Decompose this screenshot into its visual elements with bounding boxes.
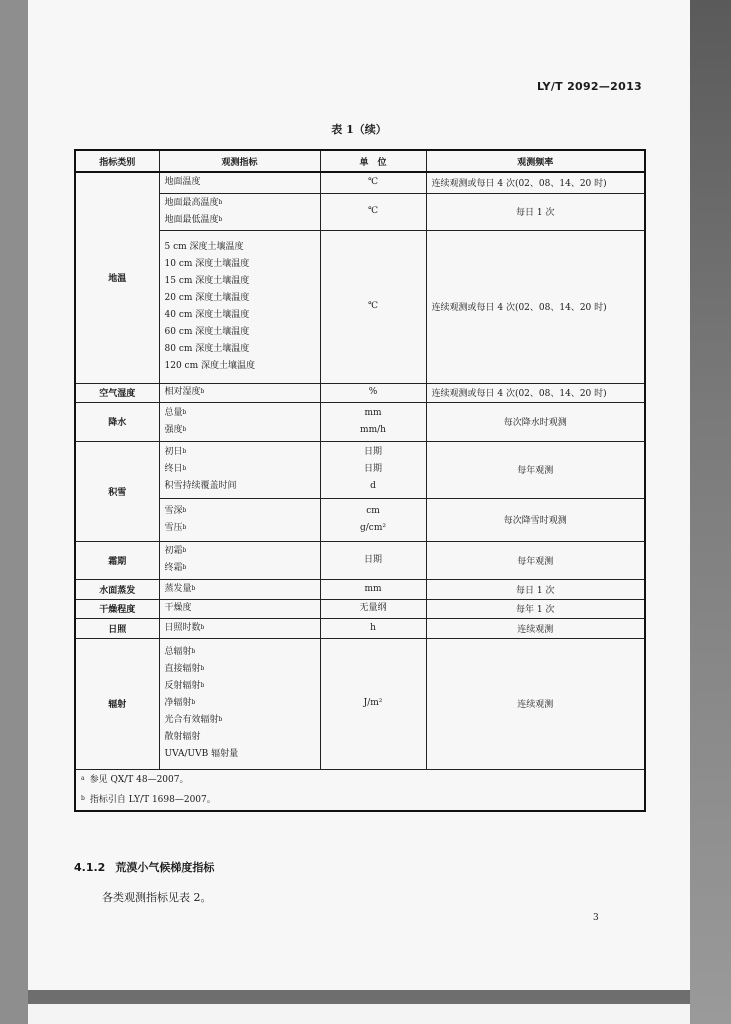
cell-frequency: 每年观测: [426, 541, 645, 579]
indicator-item: [165, 256, 315, 273]
unit-text: mm/h: [360, 424, 386, 435]
unit-text: 日期: [363, 464, 382, 474]
unit-text: mm: [364, 583, 382, 594]
indicator-text: 雪压: [164, 522, 183, 533]
document-page: [28, 0, 690, 990]
next-page-edge: [28, 1004, 690, 1024]
cell-indicators: [159, 599, 320, 618]
table-row: [75, 172, 645, 193]
indicator-text: 强度: [164, 424, 183, 435]
unit-text: 日期: [363, 447, 382, 457]
table-row: [75, 383, 645, 402]
unit-text: J/m²: [363, 698, 383, 708]
viewer-left-margin: [0, 0, 28, 1024]
indicator-text: 初日: [164, 447, 183, 457]
indicator-text: 积雪持续覆盖时间: [164, 481, 237, 491]
indicator-text: 20 cm 深度土壤温度: [164, 292, 250, 303]
cell-indicators: [159, 579, 320, 599]
cell-frequency: 连续观测: [426, 618, 645, 638]
cell-unit: [320, 193, 426, 230]
indicator-item: [165, 324, 315, 341]
footnote-mark: b: [218, 215, 223, 223]
table-row: [75, 599, 645, 618]
cell-frequency: 连续观测或每日 4 次(02、08、14、20 时): [426, 230, 645, 383]
indicator-text: 60 cm 深度土壤温度: [164, 326, 250, 337]
indicator-item: [165, 478, 315, 495]
footnote-text: 指标引自 LY/T 1698—2007。: [89, 794, 216, 805]
footnote-mark: b: [182, 564, 187, 571]
section-title: 荒漠小气候梯度指标: [115, 861, 215, 874]
cell-category: 降水: [75, 402, 159, 441]
indicator-text: 10 cm 深度土壤温度: [164, 258, 250, 269]
cell-indicators: [159, 638, 320, 769]
unit-text: mm: [364, 407, 382, 418]
indicator-item: [165, 620, 315, 637]
indicator-text: 地面最高温度: [164, 197, 219, 208]
cell-unit: [320, 172, 426, 193]
indicator-item: [165, 644, 315, 661]
cell-indicators: [159, 618, 320, 638]
footnote-mark: b: [182, 547, 187, 554]
table-footnotes: [75, 769, 645, 811]
cell-frequency: 每日 1 次: [426, 193, 645, 230]
cell-frequency: 每日 1 次: [426, 579, 645, 599]
indicator-text: 总辐射: [164, 647, 192, 657]
indicator-text: 地面最低温度: [164, 214, 219, 225]
footnote: [81, 790, 639, 810]
footnote-mark: b: [218, 716, 223, 723]
cell-frequency: 连续观测: [426, 638, 645, 769]
indicator-item: [165, 307, 315, 324]
footnote-mark: b: [200, 388, 205, 395]
unit-text: cm: [366, 505, 380, 516]
cell-unit: [320, 230, 426, 383]
indicator-item: [165, 560, 315, 577]
footnote-mark: b: [200, 665, 205, 672]
col-header-category: 指标类别: [75, 150, 159, 172]
indicator-text: 散射辐射: [164, 732, 201, 742]
indicator-text: 反射辐射: [164, 681, 201, 691]
indicator-item: [165, 661, 315, 678]
indicator-text: 初霜: [164, 546, 183, 556]
indicator-text: 净辐射: [164, 698, 192, 708]
indicator-item: [165, 384, 315, 401]
indicator-text: 终日: [164, 464, 183, 474]
indicator-text: 终霜: [164, 563, 183, 573]
table-row: [75, 441, 645, 498]
indicator-item: [165, 503, 315, 520]
indicator-text: 80 cm 深度土壤温度: [164, 343, 250, 354]
table-row: [75, 618, 645, 638]
indicator-item: [165, 600, 315, 617]
indicator-text: 雪深: [164, 505, 183, 516]
indicator-text: 光合有效辐射: [164, 715, 219, 725]
cell-unit: [320, 402, 426, 441]
indicator-item: [165, 729, 315, 746]
cell-unit: [320, 618, 426, 638]
col-header-frequency: 观测频率: [426, 150, 645, 172]
cell-indicators: [159, 230, 320, 383]
indicator-text: 蒸发量: [164, 583, 192, 594]
footnote-mark: b: [191, 584, 196, 592]
document-code: LY/T 2092—2013: [536, 80, 642, 93]
indicator-item: [165, 273, 315, 290]
unit-text: d: [370, 481, 376, 491]
footnote-mark: b: [182, 448, 187, 455]
indicator-item: [165, 358, 315, 375]
cell-indicators: [159, 383, 320, 402]
viewer-right-margin: [690, 0, 731, 1024]
cell-frequency: 连续观测或每日 4 次(02、08、14、20 时): [426, 172, 645, 193]
cell-indicators: [159, 441, 320, 498]
page-number: 3: [593, 913, 599, 923]
cell-category: 积雪: [75, 441, 159, 541]
indicator-text: 日照时数: [164, 622, 201, 633]
indicator-text: 干燥度: [164, 603, 192, 613]
body-paragraph: 各类观测指标见表 2。: [102, 891, 212, 904]
cell-unit: [320, 638, 426, 769]
indicator-text: 40 cm 深度土壤温度: [164, 309, 250, 320]
indicator-text: 直接辐射: [164, 664, 201, 674]
unit-text: g/cm²: [360, 522, 386, 533]
cell-frequency: 每次降雪时观测: [426, 498, 645, 541]
indicator-item: [165, 212, 315, 229]
unit-text: ℃: [367, 206, 379, 216]
cell-frequency: 每年 1 次: [426, 599, 645, 618]
indicator-item: [165, 520, 315, 537]
cell-unit: [320, 579, 426, 599]
footnote-mark: b: [200, 682, 205, 689]
cell-category: 水面蒸发: [75, 579, 159, 599]
table-row: [75, 402, 645, 441]
unit-text: %: [368, 387, 378, 397]
cell-category: 霜期: [75, 541, 159, 579]
indicator-item: [165, 712, 315, 729]
table-row: [75, 230, 645, 383]
indicator-text: 相对湿度: [164, 387, 201, 397]
indicator-text: 总量: [164, 407, 183, 418]
cell-indicators: [159, 402, 320, 441]
cell-unit: [320, 599, 426, 618]
indicator-item: [165, 174, 315, 191]
table-row: [75, 498, 645, 541]
footnote-mark: b: [182, 523, 187, 531]
cell-unit: [320, 441, 426, 498]
indicator-item: [165, 746, 315, 763]
cell-frequency: 每次降水时观测: [426, 402, 645, 441]
indicator-item: [165, 239, 315, 256]
footnote-mark: b: [200, 623, 205, 631]
indicator-item: [165, 678, 315, 695]
table-caption: 表 1（续）: [331, 123, 387, 136]
cell-unit: [320, 498, 426, 541]
observation-indicator-table: [74, 149, 646, 812]
cell-indicators: [159, 172, 320, 193]
indicator-item: [165, 543, 315, 560]
footnote-mark: b: [191, 699, 196, 706]
indicator-text: UVA/UVB 辐射量: [164, 749, 239, 759]
footnote-mark: b: [81, 794, 85, 802]
unit-text: ℃: [367, 301, 379, 311]
footnote-mark: b: [182, 506, 187, 514]
cell-category: 干燥程度: [75, 599, 159, 618]
unit-text: h: [370, 622, 376, 633]
indicator-item: [165, 581, 315, 598]
cell-category: 空气湿度: [75, 383, 159, 402]
footnote-mark: b: [182, 425, 187, 433]
indicator-item: [165, 341, 315, 358]
cell-category: 日照: [75, 618, 159, 638]
indicator-item: [165, 290, 315, 307]
footnote-mark: b: [191, 648, 196, 655]
indicator-item: [165, 444, 315, 461]
page-gap: [28, 990, 690, 1004]
indicator-text: 5 cm 深度土壤温度: [164, 241, 244, 252]
unit-text: 无量纲: [359, 603, 387, 613]
cell-frequency: 连续观测或每日 4 次(02、08、14、20 时): [426, 383, 645, 402]
unit-text: 日期: [363, 554, 382, 565]
table-header-row: [75, 150, 645, 172]
col-header-indicator: 观测指标: [159, 150, 320, 172]
indicator-text: 120 cm 深度土壤温度: [164, 360, 255, 371]
cell-indicators: [159, 193, 320, 230]
cell-unit: [320, 383, 426, 402]
footnote-mark: b: [182, 465, 187, 472]
indicator-item: [165, 195, 315, 212]
table-row: [75, 193, 645, 230]
indicator-text: 地面温度: [164, 177, 201, 188]
cell-category: 辐射: [75, 638, 159, 769]
indicator-item: [165, 461, 315, 478]
indicator-item: [165, 695, 315, 712]
table-row: [75, 638, 645, 769]
unit-text: ℃: [367, 177, 379, 188]
cell-category: 地温: [75, 172, 159, 383]
footnote-mark: b: [182, 408, 187, 416]
section-heading: [74, 859, 214, 875]
indicator-item: [165, 422, 315, 439]
footnote-mark: b: [218, 198, 223, 206]
indicator-item: [165, 405, 315, 422]
table-row: [75, 579, 645, 599]
cell-frequency: 每年观测: [426, 441, 645, 498]
footnote: [81, 770, 639, 790]
indicator-text: 15 cm 深度土壤温度: [164, 275, 250, 286]
footnote-mark: a: [81, 774, 85, 782]
section-number: 4.1.2: [74, 861, 106, 874]
col-header-unit: 单 位: [320, 150, 426, 172]
table-notes-row: [75, 769, 645, 811]
cell-unit: [320, 541, 426, 579]
cell-indicators: [159, 541, 320, 579]
cell-indicators: [159, 498, 320, 541]
footnote-text: 参见 QX/T 48—2007。: [89, 774, 189, 785]
table-row: [75, 541, 645, 579]
